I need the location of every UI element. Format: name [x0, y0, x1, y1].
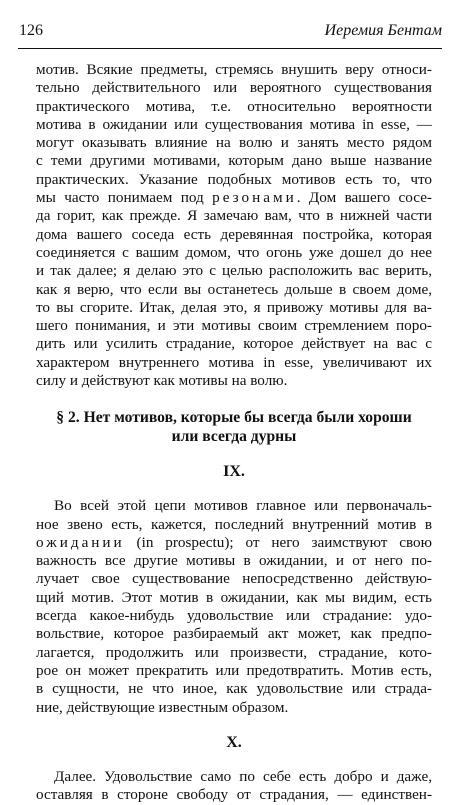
text-line: Далее. Удовольствие само по себе есть добро и даже, — [54, 768, 432, 786]
text-line: ное звено есть, кажется, последний внутренний мотив в — [36, 515, 432, 533]
text-line: как я верю, что если вы останетесь дольше в своем доме, — [36, 280, 432, 298]
text-line: силу и действуют как мотивы на волю. — [36, 372, 288, 390]
text-line: дома вашего соседа есть деревянная постройка, которая — [36, 225, 432, 243]
page-body — [36, 61, 432, 805]
text-line: характером внутреннего мотива in esse, увеличивают их — [36, 353, 432, 371]
paragraph-1 — [36, 61, 432, 390]
subsection-numeral-x: X. — [226, 733, 242, 751]
text-span: мы часто понимаем под — [36, 189, 213, 207]
emphasized-word: резонами — [212, 189, 297, 207]
emphasized-word: ожидании — [36, 533, 125, 551]
text-line: щий мотив. Этот мотив в ожидании, как мы видим, есть — [36, 588, 432, 606]
text-span: . Дом вашего сосе- — [296, 189, 432, 207]
text-line: оставляя в стороне свободу от страдания, — единствен- — [36, 786, 432, 804]
text-line: Во всей этой цепи мотивов главное или первоначаль- — [54, 497, 432, 515]
subsection-numeral-ix: IX. — [223, 462, 245, 480]
text-line: всегда какое-нибудь удовольствие или страдание: удо- — [36, 607, 432, 625]
text-line: могут оказывать влияние на волю и занять место рядом — [36, 134, 432, 152]
section-heading-line: § 2. Нет мотивов, которые бы всегда были хороши — [56, 409, 412, 427]
text-line: лагается, продолжить или произвести, страдание, кото- — [36, 643, 432, 661]
text-line: дить или усилить страдание, которое действует на вас с — [36, 335, 432, 353]
text-line: тельно действительного или вероятного существования — [36, 79, 432, 97]
text-line: мотив. Всякие предметы, стремясь внушить веру относи- — [36, 61, 432, 78]
text-line: то вы сгорите. Итак, делая это, я привожу мотивы для ва- — [36, 298, 432, 316]
text-line: лучает свое существование непосредственно действую- — [36, 570, 432, 588]
running-header — [19, 22, 442, 44]
text-line: мотива в ожидании или существования мотива in esse, — — [36, 115, 432, 133]
text-line — [36, 189, 432, 207]
text-line — [36, 534, 432, 552]
text-line: важность все другие мотивы в ожидании, и от него по- — [36, 552, 432, 570]
text-line: ние, действующие известным образом. — [36, 698, 289, 716]
page-number: 126 — [19, 22, 43, 39]
text-span: (in prospectu); от него заимствуют свою — [124, 533, 432, 551]
text-line: соединяется с вашим домом, что огонь уже дошел до нее — [36, 243, 432, 261]
text-line: да горит, как прежде. Я замечаю вам, что в нижней части — [36, 207, 432, 225]
text-line: шего понимания, и эти мотивы своим стремлением поро- — [36, 317, 432, 335]
text-line: практических. Указание подобных мотивов есть то, что — [36, 170, 432, 188]
section-heading-line: или всегда дурны — [171, 427, 297, 445]
section-heading — [36, 409, 432, 446]
text-line: рое он может прекратить или предотвратить. Мотив есть, — [36, 661, 432, 679]
text-line: и так далее; я делаю это с целью расположить вас верить, — [36, 262, 432, 280]
text-line: в сущности, не что иное, как удовольствие или страда- — [36, 680, 432, 698]
running-title: Иеремия Бентам — [324, 22, 442, 39]
paragraph-ix — [36, 497, 432, 717]
header-rule — [18, 48, 442, 49]
text-line: вольствие, которое разбираемый акт может, как предпо- — [36, 625, 432, 643]
text-line: практического мотива, т.е. относительно вероятности — [36, 97, 432, 115]
text-line: с теми другими мотивами, которым дано выше название — [36, 152, 432, 170]
